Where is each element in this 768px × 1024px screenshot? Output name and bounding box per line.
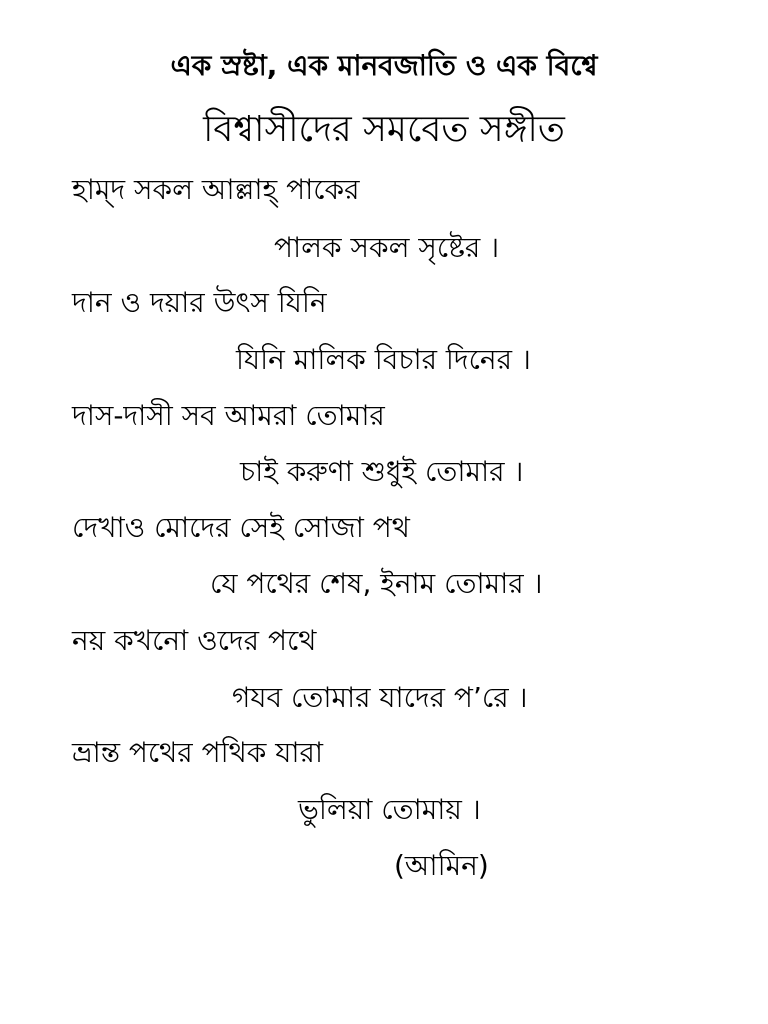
- verse-line-10: গযব তোমার যাদের প’রে ।: [232, 681, 528, 714]
- verse-line-7: দেখাও মোদের সেই সোজা পথ: [72, 511, 410, 544]
- verse-line-8: যে পথের শেষ, ইনাম তোমার ।: [210, 567, 543, 600]
- verse-line-5: দাস-দাসী সব আমরা তোমার: [72, 399, 385, 432]
- verse-line-11: ভ্রান্ত পথের পথিক যারা: [72, 736, 323, 769]
- verse-line-3: দান ও দয়ার উৎস যিনি: [72, 286, 327, 319]
- document-subtitle: এক স্রষ্টা, এক মানবজাতি ও এক বিশ্বে: [170, 49, 598, 82]
- verse-line-12: ভুলিয়া তোমায় ।: [298, 793, 481, 826]
- verse-line-2: পালক সকল সৃষ্টের ।: [274, 231, 500, 264]
- verse-line-9: নয় কখনো ওদের পথে: [72, 624, 317, 657]
- verse-line-4: যিনি মালিক বিচার দিনের ।: [236, 343, 531, 376]
- document-title: বিশ্বাসীদের সমবেত সঙ্গীত: [203, 109, 565, 150]
- verse-line-1: হাম্‌দ সকল আল্লাহ্‌ পাকের: [72, 173, 360, 206]
- verse-line-6: চাই করুণা শুধুই তোমার ।: [240, 455, 524, 488]
- verse-line-13: (আমিন): [394, 849, 489, 882]
